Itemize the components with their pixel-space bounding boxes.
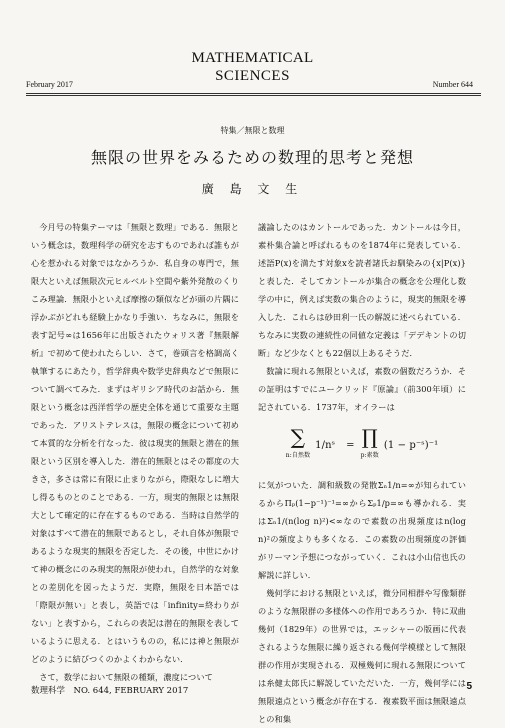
product-term: (1 − p⁻ˢ)⁻¹ (383, 440, 439, 451)
paragraph: 議論したのはカントールであった．カントールは今日，素朴集合論と呼ばれるものを1874年に発表している．述語P(x)を満たす対象xを読者諸氏お馴染みの{x|P(x)}と表した．そしてカントールが集合の概念を公理化し数学の中に，例えば実数の集合のように，現実的無限を導入した．これらは砂田利一氏の解説に述べられている．ちなみに実数の連続性の同値な定義は「デデキントの切断」など少なくとも22個以上あるそうだ． (258, 222, 466, 358)
header-issue: Number 644 (432, 80, 473, 89)
author-name: 廣 島 文 生 (201, 182, 304, 196)
paragraph: に気がついた．調和級数の発散Σₙ1/n=∞が知られているからΠₚ(1−p⁻¹)⁻¹=∞からΣₚ1/p=∞も導かれる．実はΣₙ1/(n(log n)²)<∞なので素数の出現頻度はn(log n)²の頻度よりも多くなる．この素数の出現頻度の評価がリーマン予想につながっていく．これは小山信也氏の解説に詳しい． (258, 480, 466, 580)
product-symbol: ∏ (361, 425, 378, 449)
product-index: p:素数 (360, 452, 379, 459)
sum-term: 1/nˢ (315, 440, 336, 451)
paragraph: 数論に現れる無限といえば，素数の個数だろうか．その証明はすでにユークリッド『原論』（前300年頃）に記されている．1737年，オイラーは (258, 366, 466, 412)
header-date: February 2017 (26, 80, 73, 89)
header-rule (26, 93, 481, 94)
masthead-line2: SCIENCES (215, 68, 290, 84)
paragraph: 幾何学における無限といえば，微分同相群や写像類群のような無限群の多様体への作用であろうか．特に双曲幾何（1829年）の世界では，エッシャーの版画に代表されるような無限に繰り返される幾何学模様として無限群の作用が実現される．双極幾何に現れる無限については糸健太郎氏に解説していただいた．一方，幾何学には無限遠点という概念が存在する．複素数平面は無限遠点との和集 (258, 588, 466, 724)
paragraph: 今月号の特集テーマは「無限と数理」である．無限という概念は，数理科学の研究を志すものであれば誰もが心を惹かれる対象ではなかろうか．私自身の専門で，無限大といえば無限次元ヒルベルト空間や紫外発散のくりこみ理論．無限小といえば摩擦の類似などが頭の片隅に浮かぶがどれも経験上かなり手強い．ちなみに，無限を表す記号∞は1656年に出版されたウォリス著『無限解析』で初めて使われたらしい．さて，巻頭言を格調高く執筆するにあたり，哲学辞典や数学史辞典などで無限について調べてみた．まずはギリシア時代のお話から．無限という概念は西洋哲学の歴史全体を通じて重要な主題であった．アリストテレスは，無限の概念について初めて本質的な分析を行なった．彼は現実的無限と潜在的無限という区別を導入した．潜在的無限とはその都度の大きさ，多さは常に有限に止まりながら，際限なしに増大し得るものとのことである．一方，現実的無限とは無限大として確定的に存在するものである．当時は自然学的対象はすべて潜在的無限であるとし，それ自体が無限であるような現実的無限を否定した．その後，中世にかけて神の概念にのみ現実的無限が使われ，自然学的な対象との差別化を図ったようだ．実際，無限を日本語では「際限が無い」と表し，英語では「infinity=終わりがない」と表すから，これらの表記は潜在的無限を表しているように思える．とはいうものの，私には神と無限がどのように結びつくのかよくわからない． (31, 222, 239, 664)
paragraph: さて，数学において無限の種類，濃度について (39, 672, 213, 682)
page-number: 5 (466, 681, 472, 692)
masthead-line1: MATHEMATICAL (191, 50, 314, 66)
column-left (31, 218, 239, 686)
sum-index: n:自然数 (285, 452, 311, 459)
column-right (258, 218, 466, 728)
footer-journal: 数理科学 NO. 644, FEBRUARY 2017 (31, 686, 189, 696)
sum-symbol: ∑ (290, 425, 306, 449)
section-label: 特集／無限と数理 (220, 126, 285, 135)
article-title: 無限の世界をみるための数理的思考と発想 (90, 148, 414, 167)
euler-product-formula (258, 420, 466, 472)
header-rule-2 (26, 95, 481, 96)
equals-sign: = (346, 440, 355, 451)
